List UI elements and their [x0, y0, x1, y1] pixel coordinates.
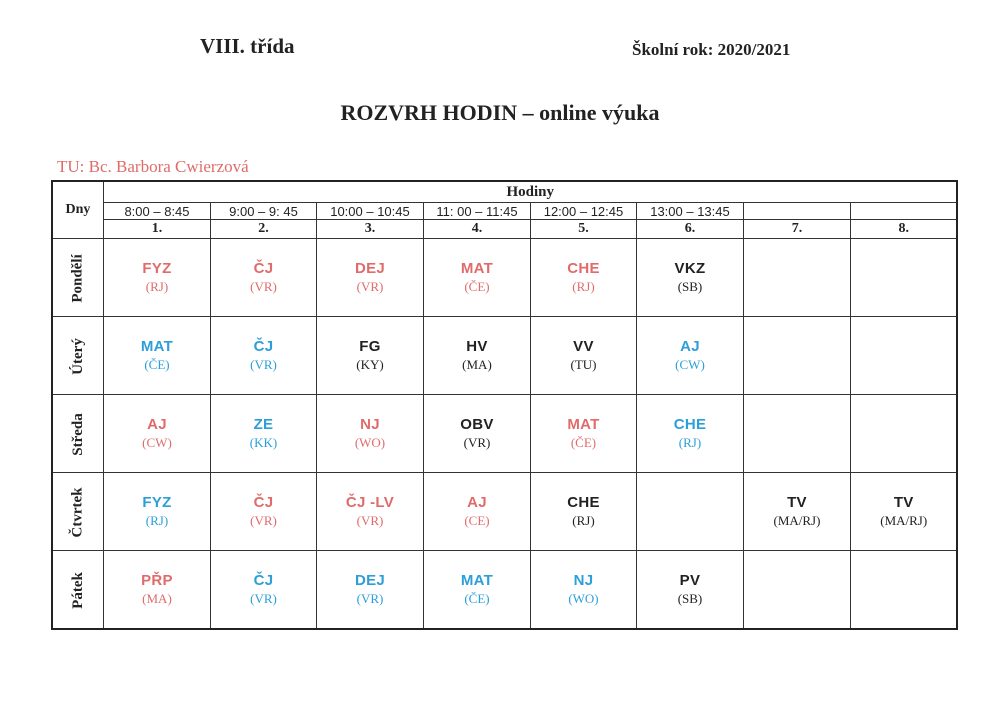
subject-name: PŘP [141, 572, 173, 589]
lesson-number-2: 2. [210, 220, 316, 239]
day-row [52, 317, 957, 395]
lesson-cell [210, 239, 316, 317]
lesson-cell [636, 317, 743, 395]
lesson-cell [530, 473, 636, 551]
lesson-cell [743, 239, 850, 317]
day-label-cell [52, 473, 103, 551]
lesson-cell [530, 239, 636, 317]
teacher-code: (WO) [568, 591, 599, 606]
time-slot-7 [743, 203, 850, 220]
subject-name: HV [466, 338, 488, 355]
teacher-code: (ČE) [464, 591, 490, 606]
teacher-code: (VR) [463, 435, 491, 450]
subject-name: OBV [460, 416, 494, 433]
teacher-code: (VR) [250, 591, 277, 606]
time-slot-4: 11: 00 – 11:45 [423, 203, 530, 220]
subject-name: MAT [567, 416, 600, 433]
lesson-cell [743, 551, 850, 630]
teacher-code: (VR) [356, 513, 384, 528]
teacher-code: (RJ) [145, 279, 169, 294]
subject-name: DEJ [354, 260, 386, 277]
lesson-cell [530, 395, 636, 473]
day-row [52, 395, 957, 473]
lesson-cell [316, 239, 423, 317]
lesson-cell [316, 473, 423, 551]
teacher-code: (KY) [356, 357, 384, 372]
day-name: Středa [69, 412, 86, 456]
lesson-cell [530, 317, 636, 395]
subject-name: AJ [467, 494, 487, 511]
subject-name: ČJ [253, 260, 274, 277]
subject-name: CHE [567, 494, 600, 511]
subject-name: ČJ [253, 338, 274, 355]
time-row [52, 203, 957, 220]
day-label-cell [52, 551, 103, 630]
lesson-number-6: 6. [636, 220, 743, 239]
subject-name: AJ [147, 416, 167, 433]
teacher-code: (RJ) [572, 279, 595, 294]
lesson-cell [636, 395, 743, 473]
teacher-code: (CW) [675, 357, 705, 372]
lesson-cell [850, 395, 957, 473]
teacher-code: (MA/RJ) [773, 513, 821, 528]
class-teacher: TU: Bc. Barbora Cwierzová [57, 157, 249, 176]
teacher-code: (ČE) [144, 357, 170, 372]
teacher-code: (VR) [356, 279, 384, 294]
lesson-cell [636, 473, 743, 551]
subject-name: MAT [460, 572, 494, 589]
days-header: Dny [52, 181, 103, 239]
teacher-code: (ČE) [464, 279, 490, 294]
teacher-code: (KK) [249, 435, 278, 450]
subject-name: ZE [253, 416, 274, 433]
day-row [52, 473, 957, 551]
teacher-code: (SB) [677, 279, 703, 294]
teacher-code: (TU) [570, 357, 597, 372]
subject-name: ČJ [253, 494, 274, 511]
time-slot-2: 9:00 – 9: 45 [210, 203, 316, 220]
lesson-number-1: 1. [103, 220, 210, 239]
lesson-cell [103, 317, 210, 395]
lesson-cell [316, 395, 423, 473]
time-slot-6: 13:00 – 13:45 [636, 203, 743, 220]
subject-name: TV [787, 494, 807, 511]
time-slot-8 [850, 203, 957, 220]
school-year: Školní rok: 2020/2021 [632, 40, 791, 59]
teacher-code: (WO) [354, 435, 386, 450]
lesson-cell [423, 473, 530, 551]
lesson-cell [103, 473, 210, 551]
time-slot-3: 10:00 – 10:45 [316, 203, 423, 220]
subject-name: NJ [573, 572, 594, 589]
lesson-cell [636, 239, 743, 317]
lesson-cell [850, 317, 957, 395]
lesson-cell [530, 551, 636, 630]
timetable [51, 180, 958, 630]
day-name: Pátek [69, 571, 86, 609]
lesson-cell [210, 473, 316, 551]
lesson-cell [316, 317, 423, 395]
day-label-cell [52, 239, 103, 317]
day-name: Pondělí [69, 253, 86, 303]
subject-name: ČJ [253, 572, 274, 589]
teacher-code: (MA/RJ) [880, 513, 928, 528]
lesson-number-8: 8. [850, 220, 957, 239]
day-name: Úterý [69, 337, 86, 375]
teacher-code: (RJ) [572, 513, 595, 528]
subject-name: FYZ [142, 260, 172, 277]
teacher-code: (VR) [250, 513, 277, 528]
lesson-cell [743, 473, 850, 551]
teacher-code: (RJ) [678, 435, 702, 450]
time-slot-1: 8:00 – 8:45 [103, 203, 210, 220]
subject-name: VV [573, 338, 594, 355]
day-label-cell [52, 317, 103, 395]
hours-header: Hodiny [103, 181, 957, 203]
teacher-code: (VR) [356, 591, 384, 606]
lesson-cell [103, 395, 210, 473]
subject-name: VKZ [674, 260, 706, 277]
subject-name: FG [359, 338, 381, 355]
teacher-code: (SB) [677, 591, 703, 606]
subject-name: ČJ -LV [345, 494, 395, 511]
lesson-cell [210, 317, 316, 395]
day-label-cell [52, 395, 103, 473]
teacher-code: (VR) [250, 357, 277, 372]
lesson-cell [423, 551, 530, 630]
lesson-cell [850, 473, 957, 551]
lesson-cell [743, 317, 850, 395]
teacher-code: (VR) [250, 279, 277, 294]
lesson-cell [423, 239, 530, 317]
teacher-code: (ČE) [570, 435, 597, 450]
lesson-cell [850, 551, 957, 630]
lesson-cell [103, 239, 210, 317]
subject-name: FYZ [142, 494, 172, 511]
subject-name: CHE [567, 260, 600, 277]
teacher-code: (CW) [142, 435, 172, 450]
page-title: ROZVRH HODIN – online výuka [340, 100, 660, 125]
lesson-cell [210, 395, 316, 473]
subject-name: NJ [360, 416, 380, 433]
lesson-cell [423, 395, 530, 473]
lesson-cell [743, 395, 850, 473]
teacher-code: (MA) [142, 591, 172, 606]
subject-name: MAT [140, 338, 174, 355]
class-title: VIII. třída [200, 34, 295, 58]
lesson-number-7: 7. [743, 220, 850, 239]
subject-name: MAT [460, 260, 494, 277]
lesson-number-3: 3. [316, 220, 423, 239]
subject-name: PV [679, 572, 701, 589]
time-slot-5: 12:00 – 12:45 [530, 203, 636, 220]
lesson-cell [636, 551, 743, 630]
lesson-cell [423, 317, 530, 395]
lesson-cell [316, 551, 423, 630]
lesson-cell [210, 551, 316, 630]
subject-name: DEJ [354, 572, 386, 589]
day-row [52, 239, 957, 317]
teacher-code: (RJ) [145, 513, 169, 528]
day-name: Čtvrtek [69, 487, 86, 537]
teacher-code: (MA) [462, 357, 492, 372]
subject-name: TV [893, 494, 914, 511]
day-row [52, 551, 957, 630]
lesson-cell [850, 239, 957, 317]
lesson-number-4: 4. [423, 220, 530, 239]
subject-name: CHE [673, 416, 707, 433]
lesson-number-5: 5. [530, 220, 636, 239]
teacher-code: (CE) [464, 513, 490, 528]
lesson-cell [103, 551, 210, 630]
subject-name: AJ [680, 338, 700, 355]
lesson-number-row [52, 220, 957, 239]
